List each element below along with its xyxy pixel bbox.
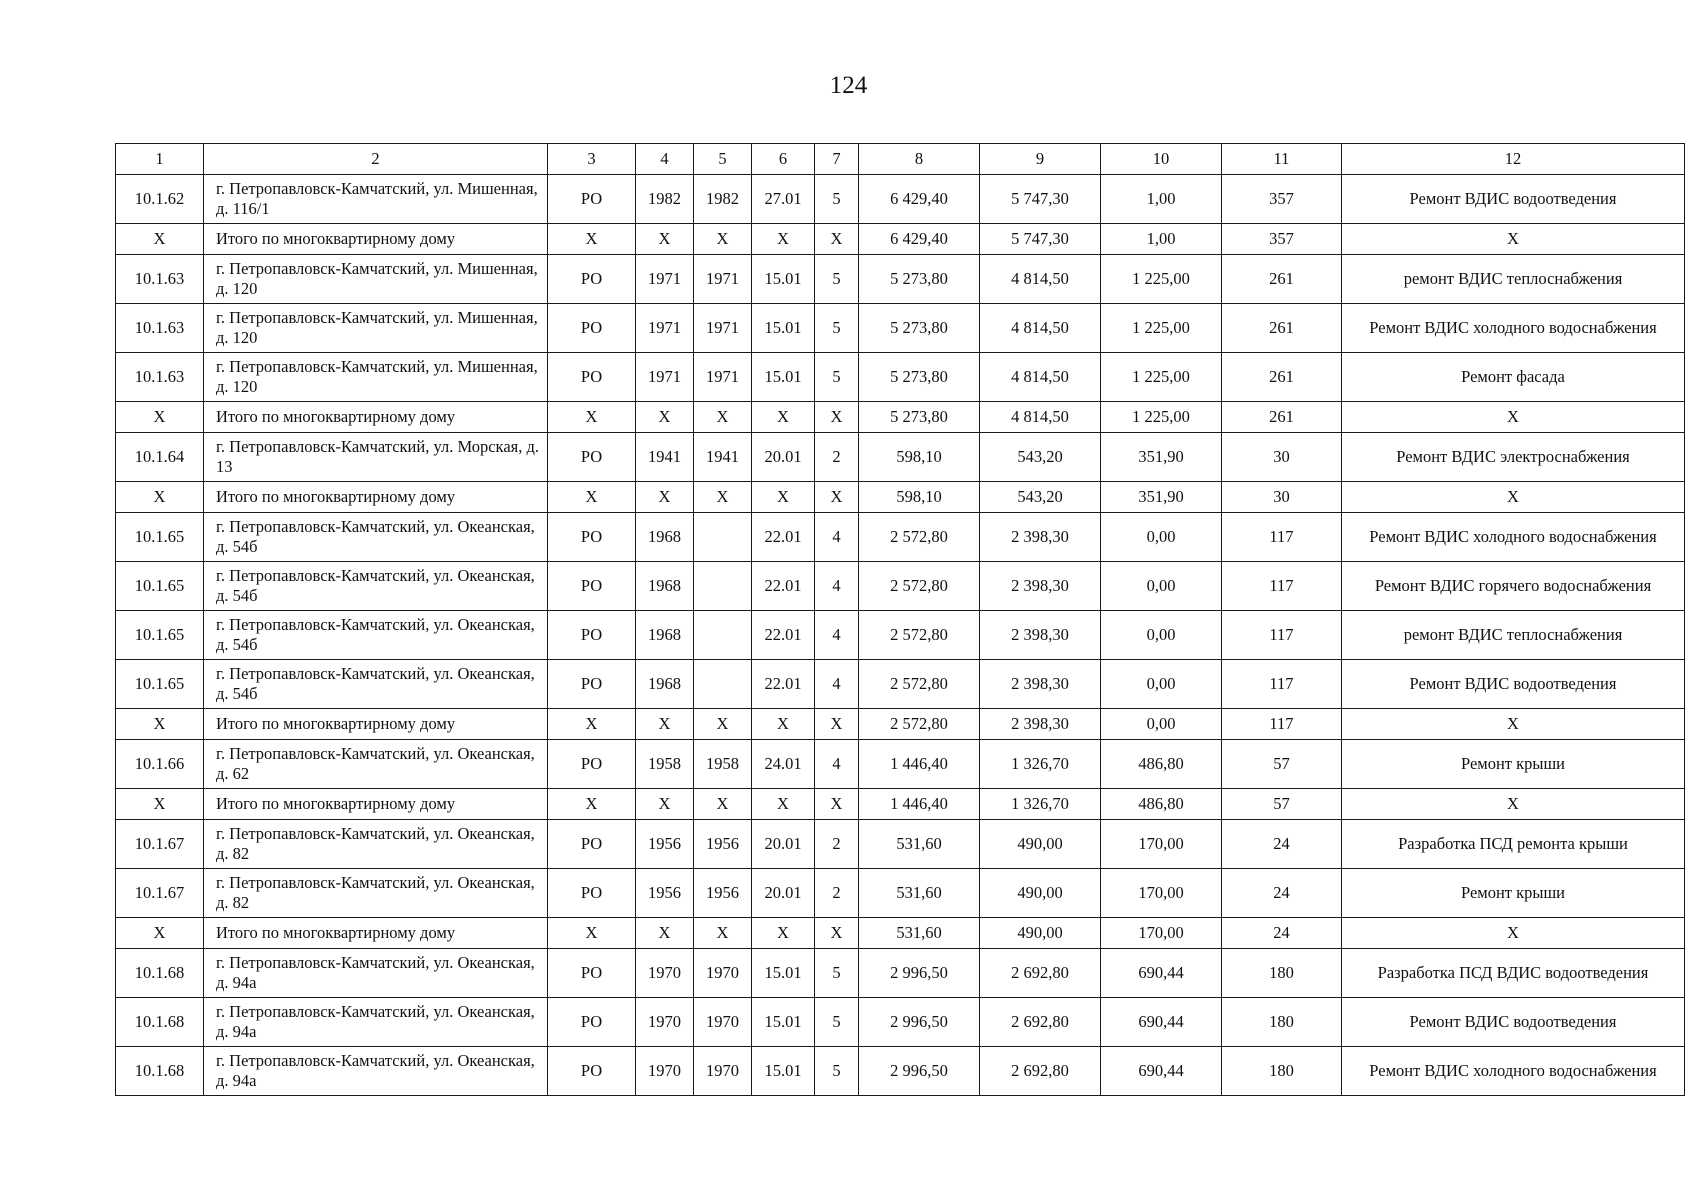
work-type-cell: X xyxy=(1342,789,1685,820)
floors-cell: X xyxy=(815,789,859,820)
owner-type-cell: РО xyxy=(548,175,636,224)
owner-type-cell: РО xyxy=(548,949,636,998)
house-total-row xyxy=(116,402,1685,433)
column-number-row xyxy=(116,144,1685,175)
table-row xyxy=(116,1047,1685,1096)
column-number: 7 xyxy=(815,144,859,175)
row-number: 10.1.68 xyxy=(116,949,204,998)
wall-material-cell: X xyxy=(752,402,815,433)
address-cell: г. Петропавловск-Камчатский, ул. Океанская, д. 54б xyxy=(204,611,548,660)
work-type-cell: Ремонт ВДИС холодного водоснабжения xyxy=(1342,513,1685,562)
column-number: 1 xyxy=(116,144,204,175)
owner-type-cell: РО xyxy=(548,255,636,304)
year-commission-cell: 1956 xyxy=(694,869,752,918)
living-area-cell: 2 398,30 xyxy=(980,513,1101,562)
nonliving-area-cell: 351,90 xyxy=(1101,433,1222,482)
nonliving-area-cell: 1 225,00 xyxy=(1101,353,1222,402)
floors-cell: X xyxy=(815,709,859,740)
owner-type-cell: РО xyxy=(548,1047,636,1096)
row-number: 10.1.68 xyxy=(116,998,204,1047)
residents-cell: 24 xyxy=(1222,918,1342,949)
row-number: 10.1.64 xyxy=(116,433,204,482)
total-area-cell: 5 273,80 xyxy=(859,304,980,353)
house-total-row xyxy=(116,918,1685,949)
row-number: 10.1.65 xyxy=(116,513,204,562)
address-cell: г. Петропавловск-Камчатский, ул. Океанская, д. 94а xyxy=(204,998,548,1047)
living-area-cell: 4 814,50 xyxy=(980,255,1101,304)
year-commission-cell: 1941 xyxy=(694,433,752,482)
row-number: X xyxy=(116,918,204,949)
nonliving-area-cell: 690,44 xyxy=(1101,1047,1222,1096)
residents-cell: 117 xyxy=(1222,611,1342,660)
year-commission-cell: 1982 xyxy=(694,175,752,224)
year-built-cell: X xyxy=(636,789,694,820)
year-built-cell: 1968 xyxy=(636,611,694,660)
address-cell: г. Петропавловск-Камчатский, ул. Мишенная, д. 120 xyxy=(204,353,548,402)
column-number: 8 xyxy=(859,144,980,175)
floors-cell: X xyxy=(815,482,859,513)
nonliving-area-cell: 1 225,00 xyxy=(1101,402,1222,433)
wall-material-cell: X xyxy=(752,789,815,820)
owner-type-cell: X xyxy=(548,709,636,740)
living-area-cell: 1 326,70 xyxy=(980,789,1101,820)
owner-type-cell: X xyxy=(548,789,636,820)
year-commission-cell: 1970 xyxy=(694,1047,752,1096)
total-area-cell: 598,10 xyxy=(859,482,980,513)
work-type-cell: Ремонт ВДИС водоотведения xyxy=(1342,175,1685,224)
row-number: 10.1.67 xyxy=(116,869,204,918)
work-type-cell: Ремонт крыши xyxy=(1342,740,1685,789)
page-number: 124 xyxy=(829,72,868,99)
year-commission-cell: X xyxy=(694,402,752,433)
total-area-cell: 2 572,80 xyxy=(859,513,980,562)
living-area-cell: 2 692,80 xyxy=(980,998,1101,1047)
address-cell: Итого по многоквартирному дому xyxy=(204,918,548,949)
table-row xyxy=(116,869,1685,918)
nonliving-area-cell: 0,00 xyxy=(1101,562,1222,611)
address-cell: г. Петропавловск-Камчатский, ул. Океанская, д. 94а xyxy=(204,949,548,998)
nonliving-area-cell: 351,90 xyxy=(1101,482,1222,513)
floors-cell: X xyxy=(815,224,859,255)
total-area-cell: 2 996,50 xyxy=(859,949,980,998)
living-area-cell: 4 814,50 xyxy=(980,304,1101,353)
residents-cell: 357 xyxy=(1222,175,1342,224)
column-number: 5 xyxy=(694,144,752,175)
year-commission-cell xyxy=(694,611,752,660)
residents-cell: 57 xyxy=(1222,789,1342,820)
year-commission-cell: 1971 xyxy=(694,353,752,402)
address-cell: г. Петропавловск-Камчатский, ул. Океанская, д. 82 xyxy=(204,820,548,869)
table-row xyxy=(116,433,1685,482)
total-area-cell: 1 446,40 xyxy=(859,740,980,789)
work-type-cell: X xyxy=(1342,224,1685,255)
owner-type-cell: РО xyxy=(548,869,636,918)
residents-cell: 180 xyxy=(1222,998,1342,1047)
work-type-cell: Ремонт ВДИС водоотведения xyxy=(1342,998,1685,1047)
nonliving-area-cell: 1 225,00 xyxy=(1101,255,1222,304)
wall-material-cell: 22.01 xyxy=(752,562,815,611)
year-built-cell: X xyxy=(636,918,694,949)
column-number: 9 xyxy=(980,144,1101,175)
wall-material-cell: 15.01 xyxy=(752,998,815,1047)
year-built-cell: 1941 xyxy=(636,433,694,482)
residents-cell: 117 xyxy=(1222,709,1342,740)
column-number: 3 xyxy=(548,144,636,175)
total-area-cell: 2 572,80 xyxy=(859,562,980,611)
owner-type-cell: РО xyxy=(548,513,636,562)
residents-cell: 57 xyxy=(1222,740,1342,789)
nonliving-area-cell: 486,80 xyxy=(1101,740,1222,789)
wall-material-cell: 27.01 xyxy=(752,175,815,224)
owner-type-cell: РО xyxy=(548,660,636,709)
residents-cell: 117 xyxy=(1222,562,1342,611)
living-area-cell: 490,00 xyxy=(980,820,1101,869)
total-area-cell: 531,60 xyxy=(859,869,980,918)
floors-cell: 5 xyxy=(815,304,859,353)
year-commission-cell: 1970 xyxy=(694,949,752,998)
total-area-cell: 5 273,80 xyxy=(859,255,980,304)
floors-cell: 4 xyxy=(815,562,859,611)
wall-material-cell: 15.01 xyxy=(752,353,815,402)
address-cell: г. Петропавловск-Камчатский, ул. Морская, д. 13 xyxy=(204,433,548,482)
residents-cell: 117 xyxy=(1222,660,1342,709)
table-row xyxy=(116,660,1685,709)
work-type-cell: ремонт ВДИС теплоснабжения xyxy=(1342,255,1685,304)
work-type-cell: Разработка ПСД ВДИС водоотведения xyxy=(1342,949,1685,998)
nonliving-area-cell: 486,80 xyxy=(1101,789,1222,820)
living-area-cell: 2 398,30 xyxy=(980,611,1101,660)
residents-cell: 117 xyxy=(1222,513,1342,562)
table-row xyxy=(116,353,1685,402)
nonliving-area-cell: 1,00 xyxy=(1101,224,1222,255)
total-area-cell: 6 429,40 xyxy=(859,175,980,224)
living-area-cell: 490,00 xyxy=(980,869,1101,918)
owner-type-cell: РО xyxy=(548,740,636,789)
nonliving-area-cell: 1 225,00 xyxy=(1101,304,1222,353)
year-built-cell: 1971 xyxy=(636,255,694,304)
year-built-cell: 1956 xyxy=(636,820,694,869)
row-number: 10.1.63 xyxy=(116,353,204,402)
table-row xyxy=(116,562,1685,611)
address-cell: г. Петропавловск-Камчатский, ул. Океанская, д. 62 xyxy=(204,740,548,789)
living-area-cell: 2 398,30 xyxy=(980,562,1101,611)
year-commission-cell: X xyxy=(694,789,752,820)
owner-type-cell: X xyxy=(548,402,636,433)
address-cell: г. Петропавловск-Камчатский, ул. Океанская, д. 54б xyxy=(204,562,548,611)
living-area-cell: 4 814,50 xyxy=(980,402,1101,433)
nonliving-area-cell: 690,44 xyxy=(1101,949,1222,998)
total-area-cell: 6 429,40 xyxy=(859,224,980,255)
row-number: 10.1.63 xyxy=(116,255,204,304)
year-built-cell: 1968 xyxy=(636,562,694,611)
row-number: X xyxy=(116,789,204,820)
wall-material-cell: X xyxy=(752,918,815,949)
owner-type-cell: X xyxy=(548,918,636,949)
total-area-cell: 2 572,80 xyxy=(859,611,980,660)
residents-cell: 261 xyxy=(1222,353,1342,402)
total-area-cell: 2 996,50 xyxy=(859,1047,980,1096)
house-total-row xyxy=(116,709,1685,740)
column-number: 11 xyxy=(1222,144,1342,175)
wall-material-cell: X xyxy=(752,224,815,255)
table-row xyxy=(116,255,1685,304)
floors-cell: 5 xyxy=(815,353,859,402)
living-area-cell: 2 398,30 xyxy=(980,660,1101,709)
floors-cell: 5 xyxy=(815,998,859,1047)
year-commission-cell: X xyxy=(694,709,752,740)
work-type-cell: Ремонт ВДИС горячего водоснабжения xyxy=(1342,562,1685,611)
living-area-cell: 2 692,80 xyxy=(980,949,1101,998)
year-built-cell: 1958 xyxy=(636,740,694,789)
year-commission-cell: X xyxy=(694,224,752,255)
wall-material-cell: 15.01 xyxy=(752,949,815,998)
work-type-cell: X xyxy=(1342,918,1685,949)
floors-cell: 4 xyxy=(815,513,859,562)
floors-cell: 5 xyxy=(815,1047,859,1096)
nonliving-area-cell: 0,00 xyxy=(1101,709,1222,740)
row-number: 10.1.62 xyxy=(116,175,204,224)
total-area-cell: 2 996,50 xyxy=(859,998,980,1047)
floors-cell: 5 xyxy=(815,175,859,224)
column-number: 6 xyxy=(752,144,815,175)
wall-material-cell: 15.01 xyxy=(752,304,815,353)
column-number: 12 xyxy=(1342,144,1685,175)
year-commission-cell: 1958 xyxy=(694,740,752,789)
residents-cell: 180 xyxy=(1222,949,1342,998)
address-cell: г. Петропавловск-Камчатский, ул. Океанская, д. 54б xyxy=(204,513,548,562)
wall-material-cell: 22.01 xyxy=(752,611,815,660)
address-cell: Итого по многоквартирному дому xyxy=(204,402,548,433)
nonliving-area-cell: 0,00 xyxy=(1101,513,1222,562)
owner-type-cell: X xyxy=(548,224,636,255)
year-commission-cell xyxy=(694,660,752,709)
row-number: X xyxy=(116,482,204,513)
wall-material-cell: 24.01 xyxy=(752,740,815,789)
total-area-cell: 5 273,80 xyxy=(859,402,980,433)
living-area-cell: 1 326,70 xyxy=(980,740,1101,789)
row-number: 10.1.65 xyxy=(116,660,204,709)
floors-cell: 4 xyxy=(815,740,859,789)
year-commission-cell: 1956 xyxy=(694,820,752,869)
year-built-cell: 1968 xyxy=(636,660,694,709)
address-cell: Итого по многоквартирному дому xyxy=(204,224,548,255)
floors-cell: 2 xyxy=(815,433,859,482)
address-cell: г. Петропавловск-Камчатский, ул. Океанская, д. 82 xyxy=(204,869,548,918)
total-area-cell: 1 446,40 xyxy=(859,789,980,820)
year-commission-cell: X xyxy=(694,482,752,513)
living-area-cell: 4 814,50 xyxy=(980,353,1101,402)
residents-cell: 357 xyxy=(1222,224,1342,255)
row-number: 10.1.65 xyxy=(116,611,204,660)
row-number: 10.1.67 xyxy=(116,820,204,869)
work-type-cell: X xyxy=(1342,402,1685,433)
work-type-cell: Ремонт ВДИС электроснабжения xyxy=(1342,433,1685,482)
work-type-cell: X xyxy=(1342,482,1685,513)
total-area-cell: 5 273,80 xyxy=(859,353,980,402)
residents-cell: 261 xyxy=(1222,255,1342,304)
living-area-cell: 543,20 xyxy=(980,482,1101,513)
floors-cell: 2 xyxy=(815,869,859,918)
work-type-cell: Ремонт крыши xyxy=(1342,869,1685,918)
row-number: X xyxy=(116,224,204,255)
owner-type-cell: РО xyxy=(548,353,636,402)
table-body xyxy=(116,144,1685,1096)
nonliving-area-cell: 170,00 xyxy=(1101,869,1222,918)
wall-material-cell: 22.01 xyxy=(752,513,815,562)
column-number: 10 xyxy=(1101,144,1222,175)
year-built-cell: X xyxy=(636,482,694,513)
floors-cell: 4 xyxy=(815,611,859,660)
owner-type-cell: РО xyxy=(548,998,636,1047)
floors-cell: 2 xyxy=(815,820,859,869)
owner-type-cell: РО xyxy=(548,820,636,869)
table-row xyxy=(116,949,1685,998)
residents-cell: 180 xyxy=(1222,1047,1342,1096)
year-built-cell: 1971 xyxy=(636,304,694,353)
address-cell: г. Петропавловск-Камчатский, ул. Мишенная, д. 116/1 xyxy=(204,175,548,224)
year-built-cell: 1970 xyxy=(636,998,694,1047)
total-area-cell: 598,10 xyxy=(859,433,980,482)
table-row xyxy=(116,304,1685,353)
owner-type-cell: X xyxy=(548,482,636,513)
year-built-cell: 1970 xyxy=(636,1047,694,1096)
owner-type-cell: РО xyxy=(548,304,636,353)
year-built-cell: 1982 xyxy=(636,175,694,224)
year-commission-cell xyxy=(694,513,752,562)
address-cell: г. Петропавловск-Камчатский, ул. Мишенная, д. 120 xyxy=(204,304,548,353)
wall-material-cell: X xyxy=(752,709,815,740)
living-area-cell: 5 747,30 xyxy=(980,224,1101,255)
residents-cell: 24 xyxy=(1222,820,1342,869)
work-type-cell: ремонт ВДИС теплоснабжения xyxy=(1342,611,1685,660)
table-row xyxy=(116,611,1685,660)
wall-material-cell: 22.01 xyxy=(752,660,815,709)
residents-cell: 30 xyxy=(1222,433,1342,482)
address-cell: Итого по многоквартирному дому xyxy=(204,482,548,513)
total-area-cell: 2 572,80 xyxy=(859,660,980,709)
house-total-row xyxy=(116,224,1685,255)
nonliving-area-cell: 0,00 xyxy=(1101,660,1222,709)
table-row xyxy=(116,513,1685,562)
row-number: X xyxy=(116,402,204,433)
nonliving-area-cell: 690,44 xyxy=(1101,998,1222,1047)
owner-type-cell: РО xyxy=(548,611,636,660)
work-type-cell: Ремонт ВДИС водоотведения xyxy=(1342,660,1685,709)
work-type-cell: Разработка ПСД ремонта крыши xyxy=(1342,820,1685,869)
total-area-cell: 2 572,80 xyxy=(859,709,980,740)
house-total-row xyxy=(116,789,1685,820)
owner-type-cell: РО xyxy=(548,562,636,611)
year-commission-cell: X xyxy=(694,918,752,949)
wall-material-cell: 15.01 xyxy=(752,255,815,304)
year-built-cell: 1970 xyxy=(636,949,694,998)
residents-cell: 261 xyxy=(1222,304,1342,353)
wall-material-cell: X xyxy=(752,482,815,513)
wall-material-cell: 20.01 xyxy=(752,820,815,869)
total-area-cell: 531,60 xyxy=(859,918,980,949)
floors-cell: 4 xyxy=(815,660,859,709)
table-row xyxy=(116,820,1685,869)
year-built-cell: X xyxy=(636,402,694,433)
work-type-cell: Ремонт фасада xyxy=(1342,353,1685,402)
address-cell: Итого по многоквартирному дому xyxy=(204,789,548,820)
living-area-cell: 2 398,30 xyxy=(980,709,1101,740)
row-number: X xyxy=(116,709,204,740)
work-type-cell: Ремонт ВДИС холодного водоснабжения xyxy=(1342,304,1685,353)
floors-cell: X xyxy=(815,402,859,433)
year-commission-cell: 1971 xyxy=(694,304,752,353)
year-built-cell: X xyxy=(636,709,694,740)
year-built-cell: 1956 xyxy=(636,869,694,918)
floors-cell: 5 xyxy=(815,949,859,998)
table-row xyxy=(116,998,1685,1047)
address-cell: г. Петропавловск-Камчатский, ул. Океанская, д. 54б xyxy=(204,660,548,709)
year-commission-cell: 1970 xyxy=(694,998,752,1047)
nonliving-area-cell: 0,00 xyxy=(1101,611,1222,660)
work-type-cell: X xyxy=(1342,709,1685,740)
nonliving-area-cell: 1,00 xyxy=(1101,175,1222,224)
year-commission-cell: 1971 xyxy=(694,255,752,304)
column-number: 2 xyxy=(204,144,548,175)
year-built-cell: 1968 xyxy=(636,513,694,562)
year-commission-cell xyxy=(694,562,752,611)
residents-cell: 261 xyxy=(1222,402,1342,433)
wall-material-cell: 15.01 xyxy=(752,1047,815,1096)
address-cell: г. Петропавловск-Камчатский, ул. Мишенная, д. 120 xyxy=(204,255,548,304)
column-number: 4 xyxy=(636,144,694,175)
floors-cell: 5 xyxy=(815,255,859,304)
row-number: 10.1.65 xyxy=(116,562,204,611)
year-built-cell: 1971 xyxy=(636,353,694,402)
table-row xyxy=(116,175,1685,224)
table-row xyxy=(116,740,1685,789)
residents-cell: 24 xyxy=(1222,869,1342,918)
living-area-cell: 5 747,30 xyxy=(980,175,1101,224)
living-area-cell: 2 692,80 xyxy=(980,1047,1101,1096)
owner-type-cell: РО xyxy=(548,433,636,482)
address-cell: Итого по многоквартирному дому xyxy=(204,709,548,740)
wall-material-cell: 20.01 xyxy=(752,433,815,482)
row-number: 10.1.63 xyxy=(116,304,204,353)
wall-material-cell: 20.01 xyxy=(752,869,815,918)
floors-cell: X xyxy=(815,918,859,949)
year-built-cell: X xyxy=(636,224,694,255)
total-area-cell: 531,60 xyxy=(859,820,980,869)
nonliving-area-cell: 170,00 xyxy=(1101,918,1222,949)
address-cell: г. Петропавловск-Камчатский, ул. Океанская, д. 94а xyxy=(204,1047,548,1096)
repair-register-table xyxy=(115,143,1685,1096)
row-number: 10.1.66 xyxy=(116,740,204,789)
work-type-cell: Ремонт ВДИС холодного водоснабжения xyxy=(1342,1047,1685,1096)
nonliving-area-cell: 170,00 xyxy=(1101,820,1222,869)
living-area-cell: 490,00 xyxy=(980,918,1101,949)
house-total-row xyxy=(116,482,1685,513)
row-number: 10.1.68 xyxy=(116,1047,204,1096)
residents-cell: 30 xyxy=(1222,482,1342,513)
living-area-cell: 543,20 xyxy=(980,433,1101,482)
